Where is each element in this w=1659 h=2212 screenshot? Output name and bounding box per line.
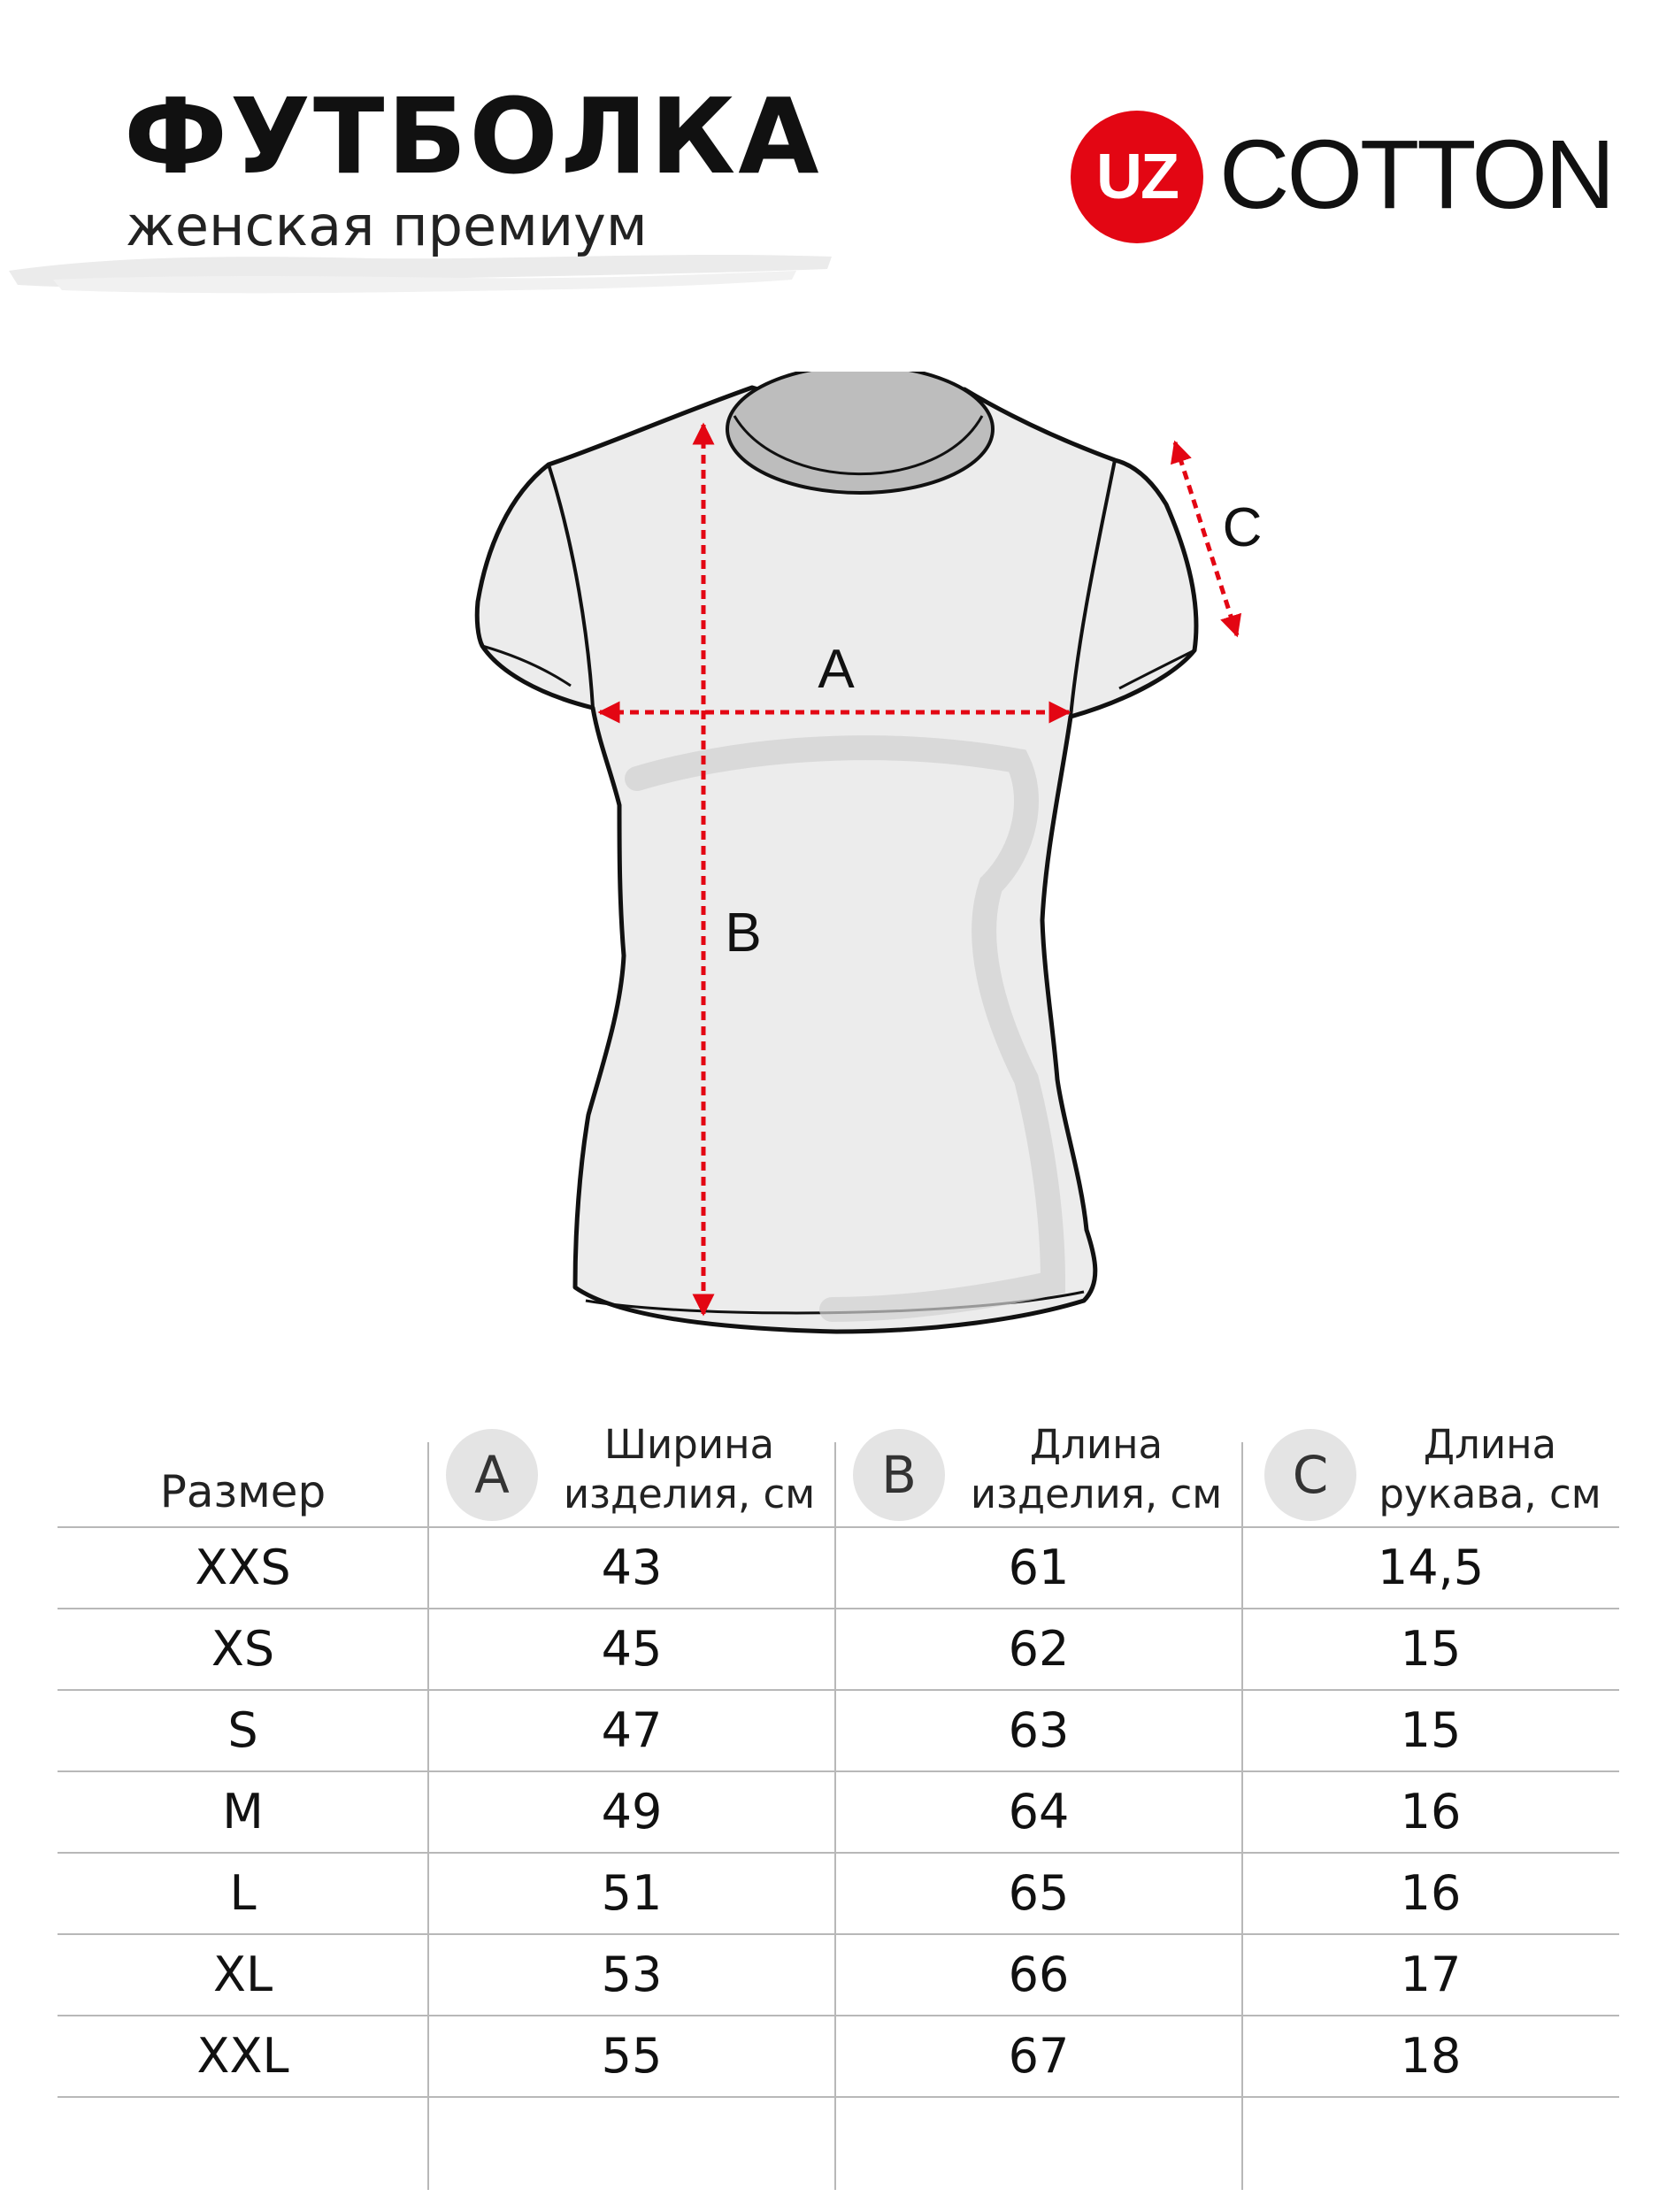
sleeve-cell: 18 — [1400, 2028, 1462, 2084]
label-b: B — [725, 902, 762, 964]
length-cell: 65 — [1008, 1865, 1070, 1921]
column-c-letter: C — [1264, 1429, 1356, 1521]
brush-stroke-decoration — [0, 239, 849, 305]
column-header-b — [835, 1411, 1242, 1526]
column-c-title — [1357, 1420, 1623, 1519]
length-cell: 66 — [1008, 1947, 1070, 2002]
sleeve-cell: 15 — [1400, 1621, 1462, 1677]
column-a-letter: A — [446, 1429, 538, 1521]
page-title: ФУТБОЛКА — [124, 75, 822, 197]
logo-wordmark: COTTON — [1219, 120, 1613, 229]
page-subtitle: женская премиум — [126, 194, 648, 258]
column-a-title-line2: изделия, см — [563, 1471, 816, 1517]
width-cell: 49 — [601, 1784, 663, 1839]
length-cell: 64 — [1008, 1784, 1070, 1839]
sleeve-cell: 16 — [1400, 1865, 1462, 1921]
tshirt-measurement-diagram — [442, 372, 1292, 1363]
size-cell: M — [222, 1784, 264, 1839]
label-c: C — [1222, 497, 1263, 558]
column-a-title-line1: Ширина — [603, 1421, 775, 1468]
length-cell: 67 — [1008, 2028, 1070, 2084]
width-cell: 45 — [601, 1621, 663, 1677]
width-cell: 47 — [601, 1702, 663, 1758]
sleeve-cell: 16 — [1400, 1784, 1462, 1839]
size-cell: XS — [211, 1621, 275, 1677]
brand-logo — [1071, 111, 1619, 243]
width-cell: 55 — [601, 2028, 663, 2084]
column-a-title — [557, 1420, 822, 1519]
sleeve-cell: 17 — [1400, 1947, 1462, 2002]
size-cell: S — [227, 1702, 258, 1758]
column-b-title — [964, 1420, 1229, 1519]
length-cell: 61 — [1008, 1540, 1070, 1595]
tshirt-body — [477, 388, 1196, 1332]
logo-mark: UZ — [1096, 142, 1178, 212]
column-b-letter: B — [853, 1429, 945, 1521]
size-table — [58, 1411, 1619, 2190]
width-cell: 43 — [601, 1540, 663, 1595]
sleeve-cell: 14,5 — [1377, 1540, 1485, 1595]
sleeve-cell: 15 — [1400, 1702, 1462, 1758]
column-b-title-line2: изделия, см — [970, 1471, 1223, 1517]
column-b-title-line1: Длина — [1029, 1421, 1164, 1468]
column-c-title-line2: рукава, см — [1379, 1471, 1601, 1517]
width-cell: 53 — [601, 1947, 663, 2002]
size-header-label: Размер — [159, 1466, 326, 1517]
length-cell: 63 — [1008, 1702, 1070, 1758]
width-cell: 51 — [601, 1865, 663, 1921]
size-cell: L — [229, 1865, 257, 1921]
size-cell: XXS — [195, 1540, 291, 1595]
column-header-c — [1242, 1411, 1619, 1526]
label-a: A — [818, 639, 855, 700]
length-cell: 62 — [1008, 1621, 1070, 1677]
size-cell: XXL — [196, 2028, 289, 2084]
column-c-title-line1: Длина — [1423, 1421, 1557, 1468]
size-column-header — [58, 1411, 428, 1526]
column-header-a — [428, 1411, 835, 1526]
size-cell: XL — [212, 1947, 273, 2002]
